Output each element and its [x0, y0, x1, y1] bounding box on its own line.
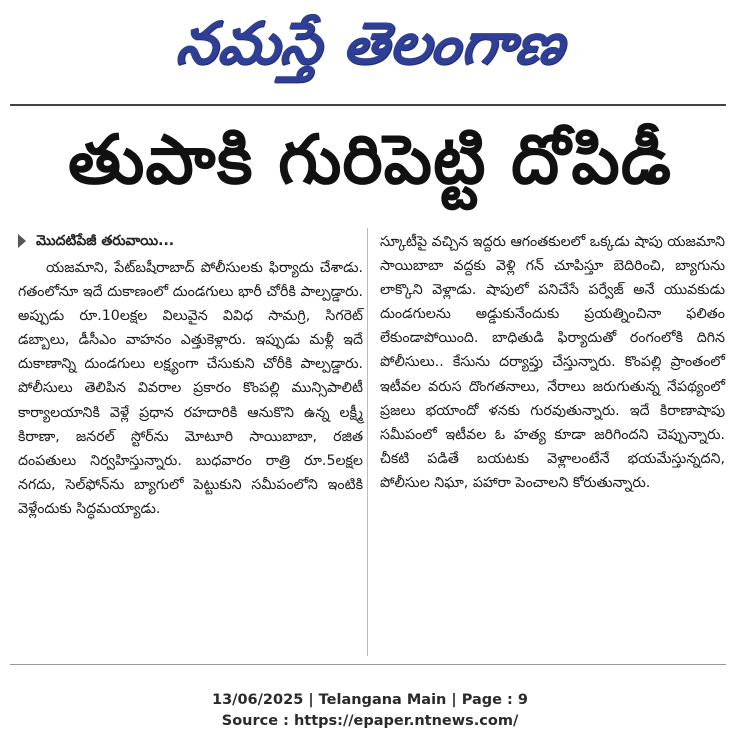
left-column-text: యజమాని, పేట్‌బషీరాబాద్ పోలీసులకు ఫిర్యాదు చేశాడు. గతంలోనూ ఇదే దుకాణంలో దుండగులు భారీ చోరీకి పాల్పడ్డారు. అప్పుడు రూ.10లక్షల విలువైన వివిధ సామగ్రి, సిగరెట్ డబ్బాలు, డీసీఎం వాహనం ఎత్తుకెళ్లారు. ఇప్పుడు మళ్లీ ఇదే దుకాణాన్ని దుండగులు లక్ష్యంగా చేసుకుని చోరీకి పాల్పడ్డారు. పోలీసులు తెలిపిన వివరాల ప్రకారం కొంపల్లి మున్సిపాలిటీ కార్యాలయానికి వెళ్లే ప్రధాన రహదారికి ఆనుకొని ఉన్న లక్ష్మీ కిరాణా, జనరల్ స్టోర్‌ను మోటూరి సాయిబాబా, రజిత దంపతులు నిర్వహిస్తున్నారు. బుధవారం రాత్రి రూ.5లక్షల నగదు, సెల్‌ఫోన్‌ను బ్యాగులో పెట్టుకుని సమీపంలోని ఇంటికి వెళ్లేందుకు సిద్ధమయ్యాడు.	[18, 260, 363, 517]
footer-source: Source : https://epaper.ntnews.com/	[221, 713, 519, 729]
footer-date-edition: 13/06/2025 | Telangana Main | Page : 9	[211, 692, 528, 708]
article-left-column	[18, 230, 363, 521]
masthead-logo: నమస్తే తెలంగాణ	[173, 8, 569, 77]
column-divider	[367, 228, 368, 656]
headline: తుపాకి గురిపెట్టి దోపిడీ	[67, 120, 673, 200]
right-column-text: స్కూటీపై వచ్చిన ఇద్దరు ఆగంతకులలో ఒక్కడు షాపు యజమాని సాయిబాబా వద్దకు వెళ్లి గన్ చూపిస్తూ బెదిరించి, బ్యాగును లాక్కొని వెళ్లాడు. షాపులో పనిచేసే పర్వేజ్ అనే యువకుడు దుండగులను అడ్డుకునేందుకు ప్రయత్నించినా ఫలితం లేకుండాపోయింది. బాధితుడి ఫిర్యాదుతో రంగంలోకి దిగిన పోలీసులు.. కేసును దర్యాప్తు చేస్తున్నారు. కొంపల్లి ప్రాంతంలో ఇటీవల వరుస దొంగతనాలు, నేరాలు జరుగుతున్న నేపథ్యంలో ప్రజలు భయాందో ళనకు గురవుతున్నారు. ఇదే కిరాణాషాపు సమీపంలో ఇటీవల ఓ హత్య కూడా జరిగిందని చెప్పున్నారు. చీకటి పడితే బయటకు వెళ్లాలంటేనే భయమేస్తున్నదని, పోలీసుల నిఘా, పహారా పెంచాలని కోరుతున్నారు.	[380, 234, 725, 491]
article-bottom-divider	[10, 664, 726, 665]
continued-label	[18, 230, 363, 252]
masthead-divider	[10, 104, 726, 106]
headline-block	[0, 118, 740, 218]
article-right-column	[380, 230, 725, 495]
masthead	[0, 4, 740, 96]
continued-text: మొదటిపేజీ తరువాయి...	[36, 232, 175, 249]
chevron-right-icon	[18, 234, 26, 248]
